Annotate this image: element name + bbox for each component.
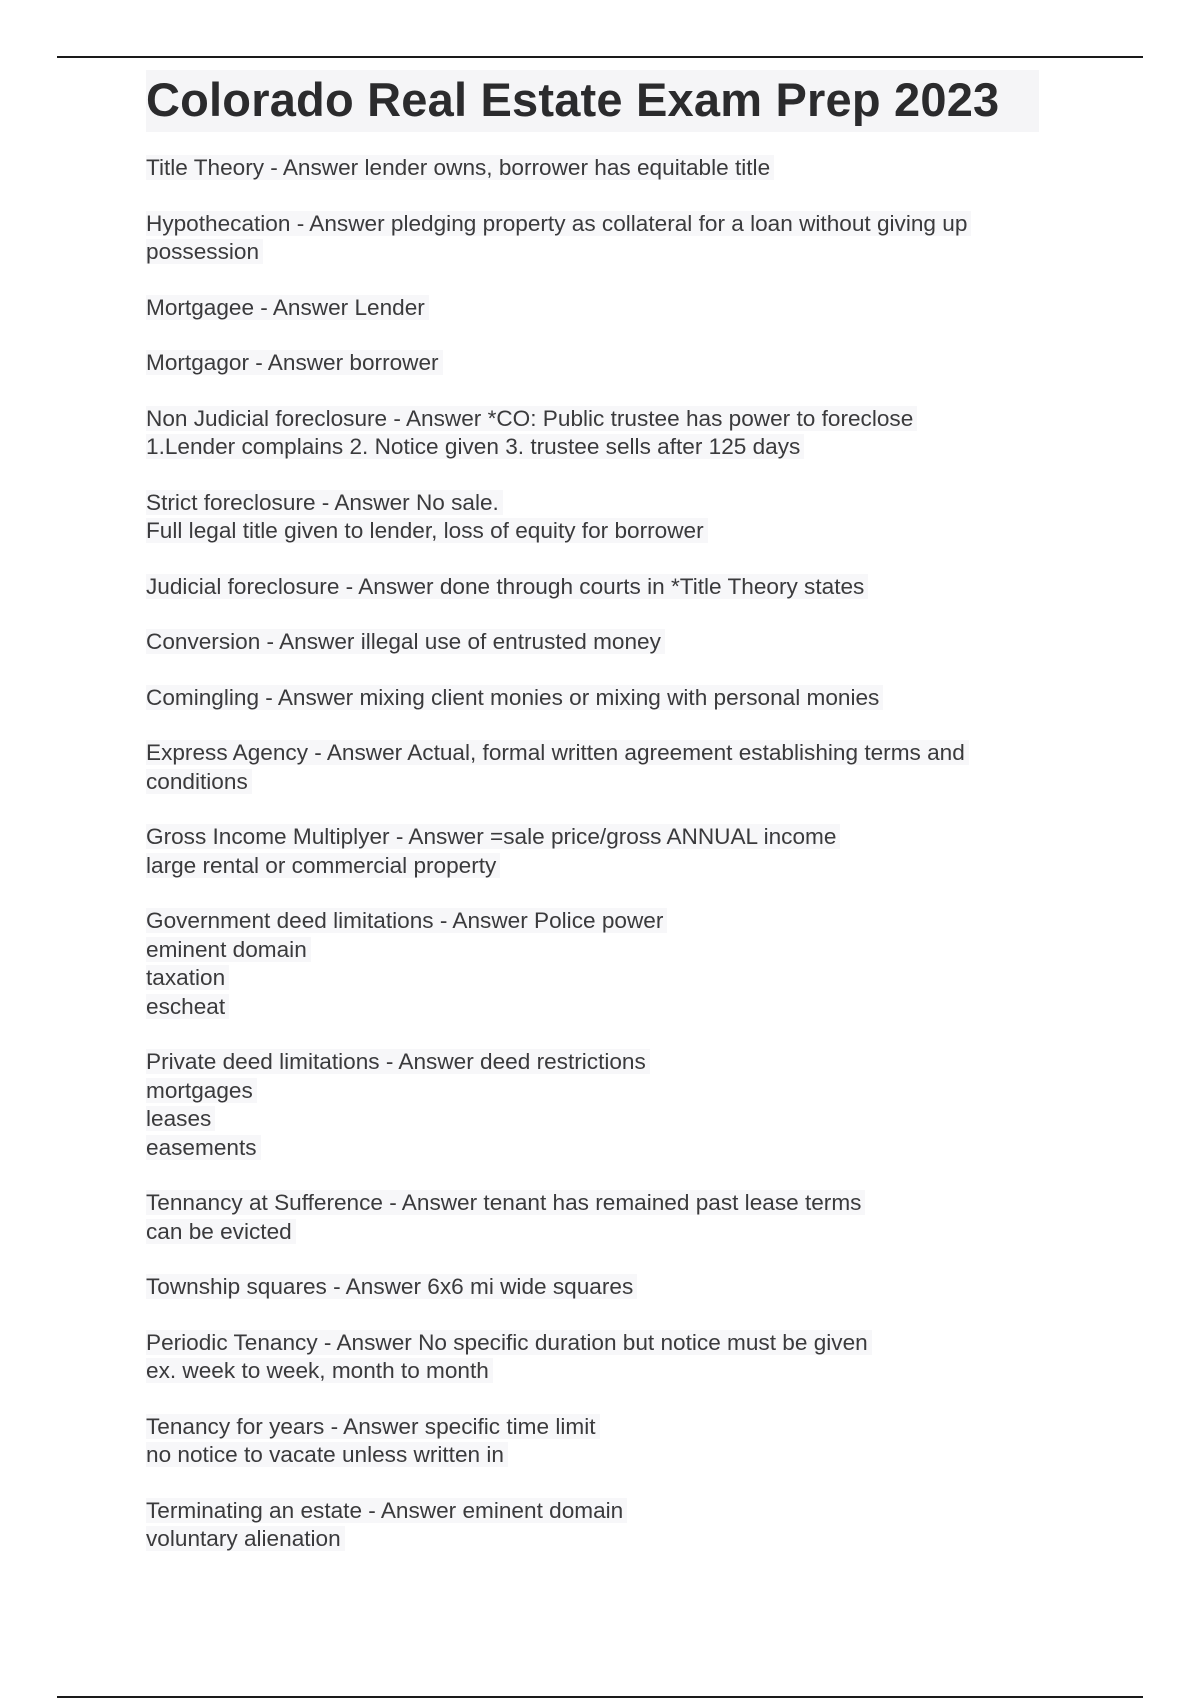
entry-continuation-line xyxy=(146,1525,1056,1554)
flashcard-entry xyxy=(146,684,1056,713)
entry-text: Mortgagee - Answer Lender xyxy=(146,295,429,320)
entry-term-line xyxy=(146,154,1056,183)
entry-term-line xyxy=(146,628,1056,657)
entry-term-line xyxy=(146,573,1056,602)
entry-continuation-line xyxy=(146,768,1056,797)
entry-text: eminent domain xyxy=(146,937,311,962)
entry-text: Terminating an estate - Answer eminent domain xyxy=(146,1498,627,1523)
entry-text: Government deed limitations - Answer Police power xyxy=(146,908,667,933)
entry-continuation-line xyxy=(146,964,1056,993)
entry-text: can be evicted xyxy=(146,1219,296,1244)
entry-continuation-line xyxy=(146,238,1056,267)
entry-continuation-line xyxy=(146,936,1056,965)
entry-text: easements xyxy=(146,1135,261,1160)
entry-text: escheat xyxy=(146,994,229,1019)
entry-term-line xyxy=(146,1048,1056,1077)
entry-text: Tenancy for years - Answer specific time limit xyxy=(146,1414,600,1439)
entry-text: Township squares - Answer 6x6 mi wide squares xyxy=(146,1274,637,1299)
flashcard-entry xyxy=(146,628,1056,657)
entry-term-line xyxy=(146,210,1056,239)
flashcard-entry xyxy=(146,1497,1056,1554)
entry-continuation-line xyxy=(146,1077,1056,1106)
entry-text: Title Theory - Answer lender owns, borrower has equitable title xyxy=(146,155,774,180)
entry-text: Strict foreclosure - Answer No sale. xyxy=(146,490,503,515)
entry-text: Private deed limitations - Answer deed restrictions xyxy=(146,1049,650,1074)
flashcard-entry xyxy=(146,1048,1056,1162)
flashcard-entry xyxy=(146,1413,1056,1470)
entry-text: Mortgagor - Answer borrower xyxy=(146,350,443,375)
flashcard-entry xyxy=(146,154,1056,183)
entry-term-line xyxy=(146,1497,1056,1526)
entry-text: 1.Lender complains 2. Notice given 3. trustee sells after 125 days xyxy=(146,434,804,459)
entry-text: Gross Income Multiplyer - Answer =sale price/gross ANNUAL income xyxy=(146,824,840,849)
flashcard-entry xyxy=(146,489,1056,546)
entry-text: Hypothecation - Answer pledging property as collateral for a loan without giving up xyxy=(146,211,971,236)
entry-term-line xyxy=(146,1329,1056,1358)
entry-continuation-line xyxy=(146,1357,1056,1386)
entry-text: Conversion - Answer illegal use of entrusted money xyxy=(146,629,665,654)
entry-term-line xyxy=(146,823,1056,852)
entry-text: voluntary alienation xyxy=(146,1526,345,1551)
entry-term-line xyxy=(146,294,1056,323)
entry-text: possession xyxy=(146,239,263,264)
entry-text: mortgages xyxy=(146,1078,257,1103)
entry-continuation-line xyxy=(146,1441,1056,1470)
page-title: Colorado Real Estate Exam Prep 2023 xyxy=(146,70,1039,132)
entry-term-line xyxy=(146,405,1056,434)
entry-text: no notice to vacate unless written in xyxy=(146,1442,508,1467)
document-page xyxy=(146,70,1056,1581)
entry-term-line xyxy=(146,1189,1056,1218)
flashcard-entry xyxy=(146,907,1056,1021)
bottom-rule xyxy=(57,1696,1143,1698)
entry-text: conditions xyxy=(146,769,252,794)
flashcard-entry xyxy=(146,349,1056,378)
entry-continuation-line xyxy=(146,852,1056,881)
entry-text: Full legal title given to lender, loss of equity for borrower xyxy=(146,518,708,543)
entry-continuation-line xyxy=(146,1218,1056,1247)
entry-text: Tennancy at Sufference - Answer tenant has remained past lease terms xyxy=(146,1190,865,1215)
flashcard-entry xyxy=(146,405,1056,462)
entry-term-line xyxy=(146,907,1056,936)
flashcard-entry xyxy=(146,573,1056,602)
flashcard-entry xyxy=(146,1189,1056,1246)
entry-text: large rental or commercial property xyxy=(146,853,500,878)
entry-continuation-line xyxy=(146,993,1056,1022)
flashcard-entry xyxy=(146,210,1056,267)
top-rule xyxy=(57,56,1143,58)
entry-continuation-line xyxy=(146,1105,1056,1134)
entry-term-line xyxy=(146,684,1056,713)
entry-text: Comingling - Answer mixing client monies or mixing with personal monies xyxy=(146,685,883,710)
entry-continuation-line xyxy=(146,1134,1056,1163)
entry-text: Non Judicial foreclosure - Answer *CO: Public trustee has power to foreclose xyxy=(146,406,917,431)
flashcard-entry xyxy=(146,739,1056,796)
flashcard-entry xyxy=(146,1273,1056,1302)
entry-term-line xyxy=(146,349,1056,378)
entry-continuation-line xyxy=(146,517,1056,546)
entry-text: ex. week to week, month to month xyxy=(146,1358,493,1383)
flashcard-entry xyxy=(146,1329,1056,1386)
entry-term-line xyxy=(146,739,1056,768)
entry-text: Express Agency - Answer Actual, formal written agreement establishing terms and xyxy=(146,740,969,765)
entry-term-line xyxy=(146,1413,1056,1442)
entry-text: Judicial foreclosure - Answer done through courts in *Title Theory states xyxy=(146,574,868,599)
entry-term-line xyxy=(146,1273,1056,1302)
flashcard-entry xyxy=(146,294,1056,323)
entry-text: leases xyxy=(146,1106,215,1131)
flashcard-list xyxy=(146,154,1056,1554)
entry-text: taxation xyxy=(146,965,229,990)
entry-term-line xyxy=(146,489,1056,518)
entry-text: Periodic Tenancy - Answer No specific duration but notice must be given xyxy=(146,1330,872,1355)
flashcard-entry xyxy=(146,823,1056,880)
entry-continuation-line xyxy=(146,433,1056,462)
